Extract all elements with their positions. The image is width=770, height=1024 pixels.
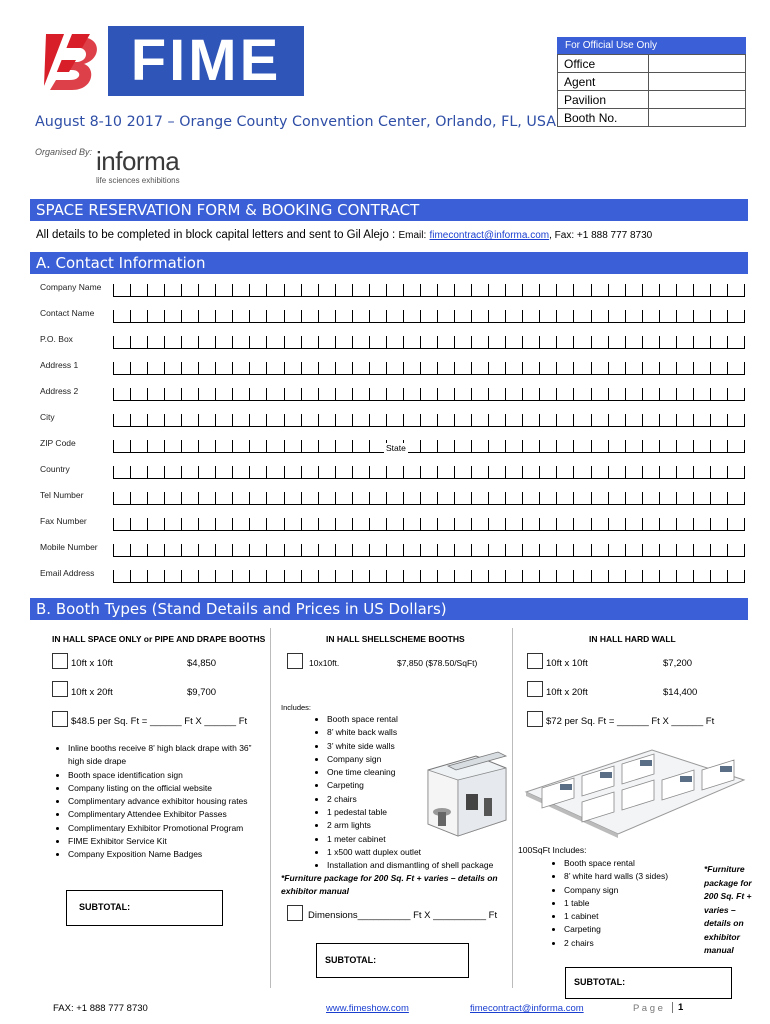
col2-furniture-note: *Furniture package for 200 Sq. Ft + varies – details on exhibitor manual — [281, 873, 498, 896]
instructions — [36, 229, 652, 241]
col3-subtotal-box[interactable] — [565, 967, 732, 999]
col3-includes-label: 100SqFt Includes: — [518, 845, 587, 855]
contact-input-boxes[interactable] — [113, 518, 745, 531]
inclusion-item: • 8’ white hard walls (3 sides) — [564, 870, 696, 883]
col2-10x10-price: $7,850 ($78.50/SqFt) — [397, 658, 478, 668]
inclusion-item: • 3’ white side walls — [327, 740, 514, 753]
inclusion-item: • 2 chairs — [564, 937, 696, 950]
fime-logo: FIME — [108, 26, 304, 96]
form-title-bar: SPACE RESERVATION FORM & BOOKING CONTRACT — [30, 199, 748, 221]
contact-label: Mobile Number — [40, 542, 98, 552]
inclusion-item: • Complimentary Exhibitor Promotional Program — [68, 822, 265, 835]
col2-10x10-checkbox[interactable] — [287, 653, 303, 669]
email-link[interactable]: fimecontract@informa.com — [429, 230, 550, 241]
fime-logo-mark — [38, 24, 105, 97]
contact-label: City — [40, 412, 55, 422]
col1-subtotal-box[interactable] — [66, 890, 223, 926]
col3-custom-checkbox[interactable] — [527, 711, 543, 727]
inclusion-item: • 1 table — [564, 897, 696, 910]
official-use-box — [557, 37, 746, 127]
inclusion-item: • Company sign — [564, 884, 696, 897]
col2-includes-label: Includes: — [281, 703, 312, 712]
inclusion-item: • Booth space rental — [564, 857, 696, 870]
col1-10x20-price: $9,700 — [187, 687, 217, 698]
organised-by-label: Organised By: — [35, 147, 93, 157]
contact-label: Email Address — [40, 568, 95, 578]
state-label: State — [386, 443, 406, 453]
footer-email-link[interactable]: fimecontract@informa.com — [470, 1003, 584, 1014]
col3-10x10-price: $7,200 — [663, 658, 693, 669]
col1-inclusions — [50, 742, 265, 862]
col2-10x10-size: 10x10ft. — [309, 658, 340, 668]
inclusion-item: • Booth space identification sign — [68, 769, 265, 782]
contact-input-boxes[interactable] — [113, 310, 745, 323]
col3-furniture-note: *Furniture package for 200 Sq. Ft + varies – details on exhibitor manual — [704, 864, 752, 955]
col1-10x20-size: 10ft x 20ft — [71, 687, 113, 698]
col3-10x20-price: $14,400 — [663, 687, 698, 698]
inclusion-item: • Company Exposition Name Badges — [68, 848, 265, 861]
col3-10x10-size: 10ft x 10ft — [546, 658, 588, 669]
inclusion-item: • 2 arm lights — [327, 819, 514, 832]
col2-subtotal-box[interactable] — [316, 943, 469, 978]
contact-label: Country — [40, 464, 70, 474]
contact-input-boxes[interactable] — [113, 388, 745, 401]
col3-10x20-checkbox[interactable] — [527, 681, 543, 697]
inclusion-item: • Company sign — [327, 753, 514, 766]
col1-subtotal-label: SUBTOTAL: — [79, 902, 131, 912]
inclusion-item: • Company listing on the official website — [68, 782, 265, 795]
inclusion-item: • 8’ white back walls — [327, 726, 514, 739]
email-label: Email: — [398, 230, 427, 241]
official-booth-label: Booth No. — [558, 109, 649, 127]
inclusion-item: • 1 x500 watt duplex outlet — [327, 846, 514, 859]
col1-10x10-checkbox[interactable] — [52, 653, 68, 669]
col3-10x10-checkbox[interactable] — [527, 653, 543, 669]
contact-input-boxes[interactable] — [113, 570, 745, 583]
col1-10x20-checkbox[interactable] — [52, 681, 68, 697]
inclusion-item: • One time cleaning — [327, 766, 514, 779]
contact-input-boxes[interactable] — [113, 414, 745, 427]
col2-dimensions-checkbox[interactable] — [287, 905, 303, 921]
contact-input-boxes[interactable] — [113, 466, 745, 479]
col3-heading: IN HALL HARD WALL — [589, 634, 676, 644]
fax-text: , Fax: +1 888 777 8730 — [549, 230, 653, 241]
col2-subtotal-label: SUBTOTAL: — [325, 955, 377, 965]
official-pavilion-field[interactable] — [649, 91, 746, 109]
contact-label: Contact Name — [40, 308, 95, 318]
official-office-field[interactable] — [649, 55, 746, 73]
col3-custom-size: $72 per Sq. Ft = ______ Ft X ______ Ft — [546, 716, 715, 727]
inclusion-item: • 1 pedestal table — [327, 806, 514, 819]
official-office-label: Office — [558, 55, 649, 73]
col1-heading: IN HALL SPACE ONLY or PIPE AND DRAPE BOOTHS — [52, 634, 266, 644]
informa-logo: informa — [96, 146, 180, 176]
inclusion-item: • Carpeting — [327, 779, 514, 792]
column-divider — [270, 628, 271, 988]
inclusion-item: • Complimentary Attendee Exhibitor Passes — [68, 808, 265, 821]
contact-input-boxes[interactable] — [113, 362, 745, 375]
col2-heading: IN HALL SHELLSCHEME BOOTHS — [326, 634, 465, 644]
contact-label: P.O. Box — [40, 334, 73, 344]
inclusion-item: • 1 cabinet — [564, 910, 696, 923]
contact-label: ZIP Code — [40, 438, 76, 448]
inclusion-item: • 1 meter cabinet — [327, 833, 514, 846]
col1-10x10-price: $4,850 — [187, 658, 217, 669]
contact-label: Tel Number — [40, 490, 84, 500]
inclusion-item: • Inline booths receive 8’ high black drape with 36” high side drape — [68, 742, 265, 769]
event-dates-venue: August 8-10 2017 – Orange County Convention Center, Orlando, FL, USA — [35, 114, 556, 130]
contact-label: Fax Number — [40, 516, 87, 526]
inclusion-item: • FIME Exhibitor Service Kit — [68, 835, 265, 848]
contact-label: Address 1 — [40, 360, 79, 370]
official-pavilion-label: Pavilion — [558, 91, 649, 109]
inclusion-item: • 2 chairs — [327, 793, 514, 806]
contact-input-boxes[interactable] — [113, 440, 745, 453]
footer-page-label: P a g e — [633, 1003, 663, 1014]
hard-wall-booth-image — [522, 740, 747, 840]
contact-input-boxes[interactable] — [113, 492, 745, 505]
col2-dimensions: Dimensions__________ Ft X __________ Ft — [308, 910, 498, 921]
inclusion-item: • Complimentary advance exhibitor housing rates — [68, 795, 265, 808]
contact-label: Address 2 — [40, 386, 79, 396]
inclusion-item: • Installation and dismantling of shell package — [327, 859, 514, 872]
inclusion-item: • Booth space rental — [327, 713, 514, 726]
shell-scheme-booth-image — [418, 750, 510, 842]
col3-subtotal-label: SUBTOTAL: — [574, 977, 626, 987]
col3-10x20-size: 10ft x 20ft — [546, 687, 588, 698]
inclusion-item: • Carpeting — [564, 923, 696, 936]
official-agent-field[interactable] — [649, 73, 746, 91]
contact-input-boxes[interactable] — [113, 544, 745, 557]
contact-input-boxes[interactable] — [113, 284, 745, 297]
col3-inclusions — [546, 857, 696, 950]
col1-10x10-size: 10ft x 10ft — [71, 658, 113, 669]
official-booth-field[interactable] — [649, 109, 746, 127]
col1-custom-size: $48.5 per Sq. Ft = ______ Ft X ______ Ft — [71, 716, 248, 727]
footer-website-link[interactable]: www.fimeshow.com — [326, 1003, 409, 1014]
footer-page-number: 1 — [672, 1002, 683, 1013]
contact-label: Company Name — [40, 282, 102, 292]
col1-custom-checkbox[interactable] — [52, 711, 68, 727]
instructions-text: All details to be completed in block capital letters and sent to Gil Alejo : — [36, 229, 396, 241]
contact-input-boxes[interactable] — [113, 336, 745, 349]
footer-fax: FAX: +1 888 777 8730 — [53, 1003, 148, 1014]
contact-section-bar: A. Contact Information — [30, 252, 748, 274]
official-agent-label: Agent — [558, 73, 649, 91]
booth-section-bar: B. Booth Types (Stand Details and Prices in US Dollars) — [30, 598, 748, 620]
informa-tagline: life sciences exhibitions — [96, 176, 180, 185]
official-use-title: For Official Use Only — [557, 37, 746, 54]
